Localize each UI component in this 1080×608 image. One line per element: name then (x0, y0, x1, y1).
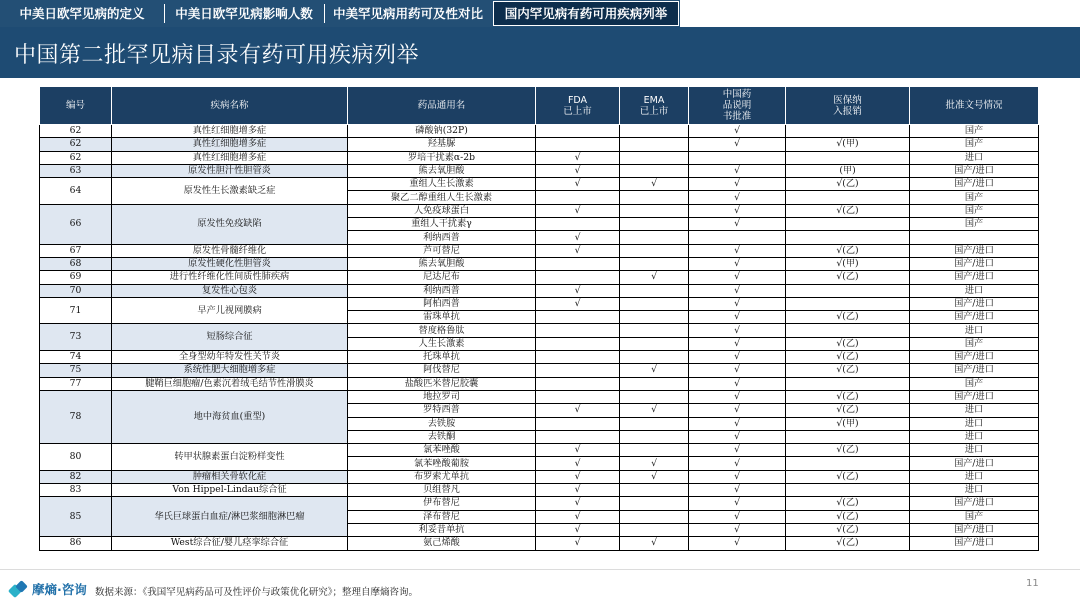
china-label-cell: √ (689, 297, 786, 310)
footer-divider (0, 569, 1080, 570)
ema-cell: √ (620, 537, 689, 550)
fda-cell (536, 138, 620, 151)
china-label-cell: √ (689, 204, 786, 217)
insurance-cell (786, 218, 910, 231)
disease-number-cell: 67 (40, 244, 112, 257)
insurance-cell (786, 484, 910, 497)
fda-cell: √ (536, 537, 620, 550)
disease-number-cell: 63 (40, 164, 112, 177)
disease-number-cell: 64 (40, 178, 112, 205)
fda-cell (536, 364, 620, 377)
table-row (40, 271, 1039, 284)
column-header: 医保纳 入报销 (786, 87, 910, 125)
approval-cell: 进口 (910, 430, 1039, 443)
fda-cell (536, 271, 620, 284)
approval-cell: 国产/进口 (910, 351, 1039, 364)
disease-number-cell: 86 (40, 537, 112, 550)
drug-name-cell: 人生长激素 (348, 337, 536, 350)
drug-name-cell: 重组人干扰素γ (348, 218, 536, 231)
china-label-cell: √ (689, 351, 786, 364)
ema-cell: √ (620, 178, 689, 191)
table-row (40, 377, 1039, 390)
disease-number-cell: 77 (40, 377, 112, 390)
approval-cell: 进口 (910, 470, 1039, 483)
disease-number-cell: 78 (40, 390, 112, 443)
disease-name-cell: 全身型幼年特发性关节炎 (112, 351, 348, 364)
ema-cell (620, 444, 689, 457)
table-row (40, 484, 1039, 497)
drug-name-cell: 芦可替尼 (348, 244, 536, 257)
tab-affected-population[interactable]: 中美日欧罕见病影响人数 (175, 6, 313, 21)
disease-name-cell: 真性红细胞增多症 (112, 125, 348, 138)
insurance-cell: √(乙) (786, 204, 910, 217)
china-label-cell: √ (689, 218, 786, 231)
china-label-cell: √ (689, 311, 786, 324)
insurance-cell: √(乙) (786, 537, 910, 550)
approval-cell: 国产 (910, 218, 1039, 231)
fda-cell (536, 430, 620, 443)
china-label-cell (689, 151, 786, 164)
disease-number-cell: 83 (40, 484, 112, 497)
approval-cell: 国产/进口 (910, 178, 1039, 191)
ema-cell (620, 390, 689, 403)
column-header: FDA 已上市 (536, 87, 620, 125)
insurance-cell: √(乙) (786, 497, 910, 510)
table-row (40, 444, 1039, 457)
fda-cell: √ (536, 284, 620, 297)
approval-cell: 进口 (910, 484, 1039, 497)
insurance-cell: √(甲) (786, 138, 910, 151)
column-header: 中国药 品说明 书批准 (689, 87, 786, 125)
china-label-cell: √ (689, 324, 786, 337)
drug-name-cell: 阿柏西普 (348, 297, 536, 310)
china-label-cell: √ (689, 164, 786, 177)
approval-cell: 国产/进口 (910, 523, 1039, 536)
table-row (40, 164, 1039, 177)
ema-cell (620, 218, 689, 231)
china-label-cell: √ (689, 257, 786, 270)
fda-cell: √ (536, 444, 620, 457)
fda-cell: √ (536, 484, 620, 497)
approval-cell: 国产/进口 (910, 244, 1039, 257)
china-label-cell: √ (689, 523, 786, 536)
ema-cell (620, 523, 689, 536)
china-label-cell: √ (689, 537, 786, 550)
china-label-cell: √ (689, 470, 786, 483)
approval-cell: 国产 (910, 204, 1039, 217)
approval-cell: 进口 (910, 324, 1039, 337)
approval-cell: 国产 (910, 191, 1039, 204)
drug-name-cell: 去铁胺 (348, 417, 536, 430)
insurance-cell: √(乙) (786, 404, 910, 417)
china-label-cell: √ (689, 138, 786, 151)
disease-name-cell: 复发性心包炎 (112, 284, 348, 297)
drug-name-cell: 阿伐替尼 (348, 364, 536, 377)
ema-cell (620, 497, 689, 510)
disease-number-cell: 74 (40, 351, 112, 364)
insurance-cell: √(乙) (786, 351, 910, 364)
drug-name-cell: 泽布替尼 (348, 510, 536, 523)
drug-name-cell: 伊布替尼 (348, 497, 536, 510)
fda-cell: √ (536, 178, 620, 191)
table-row (40, 244, 1039, 257)
fda-cell (536, 377, 620, 390)
china-label-cell: √ (689, 244, 786, 257)
insurance-cell: √(乙) (786, 337, 910, 350)
column-header: EMA 已上市 (620, 87, 689, 125)
table-header-row (40, 87, 1039, 125)
title-bar (0, 27, 1080, 78)
table-row (40, 178, 1039, 191)
fda-cell: √ (536, 510, 620, 523)
ema-cell: √ (620, 457, 689, 470)
fda-cell: √ (536, 164, 620, 177)
drug-name-cell: 磷酸钠(32P) (348, 125, 536, 138)
drug-name-cell: 氯苯唑酸 (348, 444, 536, 457)
china-label-cell: √ (689, 510, 786, 523)
approval-cell: 国产 (910, 125, 1039, 138)
ema-cell (620, 351, 689, 364)
insurance-cell: √(乙) (786, 364, 910, 377)
fda-cell: √ (536, 457, 620, 470)
fda-cell: √ (536, 151, 620, 164)
fda-cell: √ (536, 404, 620, 417)
fda-cell (536, 351, 620, 364)
approval-cell: 国产/进口 (910, 164, 1039, 177)
insurance-cell (786, 324, 910, 337)
insurance-cell: √(乙) (786, 271, 910, 284)
china-label-cell: √ (689, 497, 786, 510)
insurance-cell: √(乙) (786, 311, 910, 324)
page-number: 11 (1026, 578, 1039, 589)
table-row (40, 257, 1039, 270)
disease-number-cell: 80 (40, 444, 112, 471)
china-label-cell: √ (689, 444, 786, 457)
column-header: 药品通用名 (348, 87, 536, 125)
insurance-cell: (甲) (786, 164, 910, 177)
disease-number-cell: 70 (40, 284, 112, 297)
drug-name-cell: 罗培干扰素α-2b (348, 151, 536, 164)
insurance-cell: √(乙) (786, 470, 910, 483)
disease-name-cell: 短肠综合征 (112, 324, 348, 351)
approval-cell: 国产/进口 (910, 257, 1039, 270)
insurance-cell: √(甲) (786, 417, 910, 430)
disease-name-cell: 原发性硬化性胆管炎 (112, 257, 348, 270)
table-row (40, 537, 1039, 550)
disease-number-cell: 66 (40, 204, 112, 244)
ema-cell (620, 430, 689, 443)
fda-cell: √ (536, 497, 620, 510)
insurance-cell (786, 151, 910, 164)
china-label-cell: √ (689, 125, 786, 138)
disease-number-cell: 62 (40, 138, 112, 151)
drug-name-cell: 利纳西普 (348, 284, 536, 297)
china-label-cell: √ (689, 417, 786, 430)
fda-cell (536, 218, 620, 231)
drug-name-cell: 雷珠单抗 (348, 311, 536, 324)
approval-cell (910, 231, 1039, 244)
china-label-cell: √ (689, 337, 786, 350)
disease-name-cell: 进行性纤维化性间质性肺疾病 (112, 271, 348, 284)
ema-cell (620, 244, 689, 257)
china-label-cell: √ (689, 178, 786, 191)
approval-cell: 进口 (910, 444, 1039, 457)
drug-name-cell: 罗特西普 (348, 404, 536, 417)
ema-cell (620, 204, 689, 217)
ema-cell (620, 377, 689, 390)
disease-number-cell: 82 (40, 470, 112, 483)
ema-cell (620, 284, 689, 297)
approval-cell: 国产/进口 (910, 457, 1039, 470)
approval-cell: 国产/进口 (910, 364, 1039, 377)
disease-name-cell: 原发性骨髓纤维化 (112, 244, 348, 257)
drug-name-cell: 熊去氧胆酸 (348, 164, 536, 177)
ema-cell (620, 417, 689, 430)
disease-number-cell: 85 (40, 497, 112, 537)
insurance-cell: √(乙) (786, 523, 910, 536)
drug-name-cell: 氯苯唑酸葡胺 (348, 457, 536, 470)
table-row (40, 138, 1039, 151)
ema-cell (620, 297, 689, 310)
disease-name-cell: 华氏巨球蛋白血症/淋巴浆细胞淋巴瘤 (112, 497, 348, 537)
ema-cell (620, 311, 689, 324)
ema-cell (620, 484, 689, 497)
china-label-cell (689, 231, 786, 244)
fda-cell (536, 125, 620, 138)
drug-name-cell: 托珠单抗 (348, 351, 536, 364)
china-label-cell: √ (689, 377, 786, 390)
fda-cell (536, 311, 620, 324)
disease-number-cell: 75 (40, 364, 112, 377)
ema-cell (620, 510, 689, 523)
approval-cell: 进口 (910, 417, 1039, 430)
ema-cell (620, 257, 689, 270)
insurance-cell: √(甲) (786, 257, 910, 270)
insurance-cell (786, 377, 910, 390)
approval-cell: 国产 (910, 510, 1039, 523)
insurance-cell: √(乙) (786, 244, 910, 257)
disease-number-cell: 73 (40, 324, 112, 351)
drug-name-cell: 贝组替凡 (348, 484, 536, 497)
insurance-cell (786, 191, 910, 204)
company-logo (10, 578, 87, 600)
approval-cell: 国产 (910, 377, 1039, 390)
disease-number-cell: 69 (40, 271, 112, 284)
insurance-cell (786, 297, 910, 310)
approval-cell: 国产/进口 (910, 311, 1039, 324)
ema-cell (620, 151, 689, 164)
approval-cell: 国产/进口 (910, 297, 1039, 310)
china-label-cell: √ (689, 484, 786, 497)
drug-name-cell: 去铁酮 (348, 430, 536, 443)
insurance-cell (786, 125, 910, 138)
disease-name-cell: 原发性生长激素缺乏症 (112, 178, 348, 205)
disease-name-cell: 原发性免疫缺陷 (112, 204, 348, 244)
page-title: 中国第二批罕见病目录有药可用疾病列举 (14, 43, 420, 68)
table-row (40, 324, 1039, 337)
fda-cell: √ (536, 297, 620, 310)
china-label-cell: √ (689, 191, 786, 204)
approval-cell: 进口 (910, 151, 1039, 164)
china-label-cell: √ (689, 271, 786, 284)
tab-accessibility-comparison[interactable]: 中美罕见病用药可及性对比 (332, 6, 483, 21)
approval-cell: 进口 (910, 404, 1039, 417)
insurance-cell: √(乙) (786, 390, 910, 403)
table-body (40, 125, 1039, 551)
table-row (40, 390, 1039, 403)
drug-name-cell: 人免疫球蛋白 (348, 204, 536, 217)
table-row (40, 497, 1039, 510)
ema-cell (620, 231, 689, 244)
column-header: 编号 (40, 87, 112, 125)
fda-cell (536, 257, 620, 270)
drug-name-cell: 替度格鲁肽 (348, 324, 536, 337)
disease-number-cell: 62 (40, 125, 112, 138)
insurance-cell: √(乙) (786, 510, 910, 523)
tab-definition[interactable]: 中美日欧罕见病的定义 (19, 6, 145, 21)
table-row (40, 297, 1039, 310)
fda-cell: √ (536, 470, 620, 483)
insurance-cell (786, 457, 910, 470)
ema-cell (620, 324, 689, 337)
disease-name-cell: 肿瘤相关骨软化症 (112, 470, 348, 483)
tab-domestic-drug-list[interactable]: 国内罕见病有药可用疾病列举 (493, 1, 679, 26)
fda-cell: √ (536, 244, 620, 257)
fda-cell: √ (536, 231, 620, 244)
approval-cell: 国产/进口 (910, 390, 1039, 403)
drug-name-cell: 聚乙二醇重组人生长激素 (348, 191, 536, 204)
insurance-cell (786, 430, 910, 443)
china-label-cell: √ (689, 430, 786, 443)
column-header: 疾病名称 (112, 87, 348, 125)
fda-cell: √ (536, 523, 620, 536)
disease-number-cell: 71 (40, 297, 112, 324)
approval-cell: 进口 (910, 284, 1039, 297)
drug-name-cell: 盐酸匹米替尼胶囊 (348, 377, 536, 390)
fda-cell (536, 390, 620, 403)
ema-cell (620, 138, 689, 151)
disease-number-cell: 68 (40, 257, 112, 270)
disease-name-cell: West综合征/婴儿痉挛综合征 (112, 537, 348, 550)
china-label-cell: √ (689, 284, 786, 297)
approval-cell: 国产 (910, 138, 1039, 151)
drug-name-cell: 布罗索尤单抗 (348, 470, 536, 483)
table-row (40, 284, 1039, 297)
drug-table (39, 86, 1039, 551)
table-row (40, 364, 1039, 377)
drug-name-cell: 重组人生长激素 (348, 178, 536, 191)
table-row (40, 151, 1039, 164)
approval-cell: 国产 (910, 337, 1039, 350)
fda-cell (536, 417, 620, 430)
fda-cell (536, 337, 620, 350)
fda-cell (536, 191, 620, 204)
table-row (40, 125, 1039, 138)
top-tab-bar (0, 0, 1080, 27)
logo-text: 摩熵·咨询 (32, 582, 87, 597)
disease-number-cell: 62 (40, 151, 112, 164)
approval-cell: 国产/进口 (910, 537, 1039, 550)
drug-name-cell: 利纳西普 (348, 231, 536, 244)
drug-name-cell: 熊去氧胆酸 (348, 257, 536, 270)
insurance-cell: √(乙) (786, 178, 910, 191)
approval-cell: 国产/进口 (910, 271, 1039, 284)
china-label-cell: √ (689, 404, 786, 417)
disease-name-cell: 转甲状腺素蛋白淀粉样变性 (112, 444, 348, 471)
disease-name-cell: 早产儿视网膜病 (112, 297, 348, 324)
insurance-cell (786, 231, 910, 244)
ema-cell: √ (620, 404, 689, 417)
china-label-cell: √ (689, 364, 786, 377)
china-label-cell: √ (689, 390, 786, 403)
disease-name-cell: Von Hippel-Lindau综合征 (112, 484, 348, 497)
disease-name-cell: 腱鞘巨细胞瘤/色素沉着绒毛结节性滑膜炎 (112, 377, 348, 390)
table-row (40, 204, 1039, 217)
ema-cell (620, 337, 689, 350)
ema-cell (620, 191, 689, 204)
drug-name-cell: 利妥昔单抗 (348, 523, 536, 536)
data-source-note: 数据来源：《我国罕见病药品可及性评价与政策优化研究》；整理自摩熵咨询。 (95, 587, 419, 598)
table-row (40, 470, 1039, 483)
table-row (40, 351, 1039, 364)
insurance-cell (786, 284, 910, 297)
fda-cell (536, 324, 620, 337)
disease-name-cell: 真性红细胞增多症 (112, 138, 348, 151)
drug-name-cell: 羟基脲 (348, 138, 536, 151)
fda-cell: √ (536, 204, 620, 217)
drug-name-cell: 氨己烯酸 (348, 537, 536, 550)
ema-cell: √ (620, 271, 689, 284)
ema-cell (620, 164, 689, 177)
china-label-cell: √ (689, 457, 786, 470)
drug-name-cell: 尼达尼布 (348, 271, 536, 284)
ema-cell (620, 125, 689, 138)
insurance-cell: √(乙) (786, 444, 910, 457)
disease-name-cell: 原发性胆汁性胆管炎 (112, 164, 348, 177)
drug-name-cell: 地拉罗司 (348, 390, 536, 403)
disease-name-cell: 系统性肥大细胞增多症 (112, 364, 348, 377)
moshang-logo-icon (10, 580, 28, 598)
ema-cell: √ (620, 470, 689, 483)
disease-name-cell: 地中海贫血(重型) (112, 390, 348, 443)
approval-cell: 国产/进口 (910, 497, 1039, 510)
disease-name-cell: 真性红细胞增多症 (112, 151, 348, 164)
ema-cell: √ (620, 364, 689, 377)
column-header: 批准文号情况 (910, 87, 1039, 125)
